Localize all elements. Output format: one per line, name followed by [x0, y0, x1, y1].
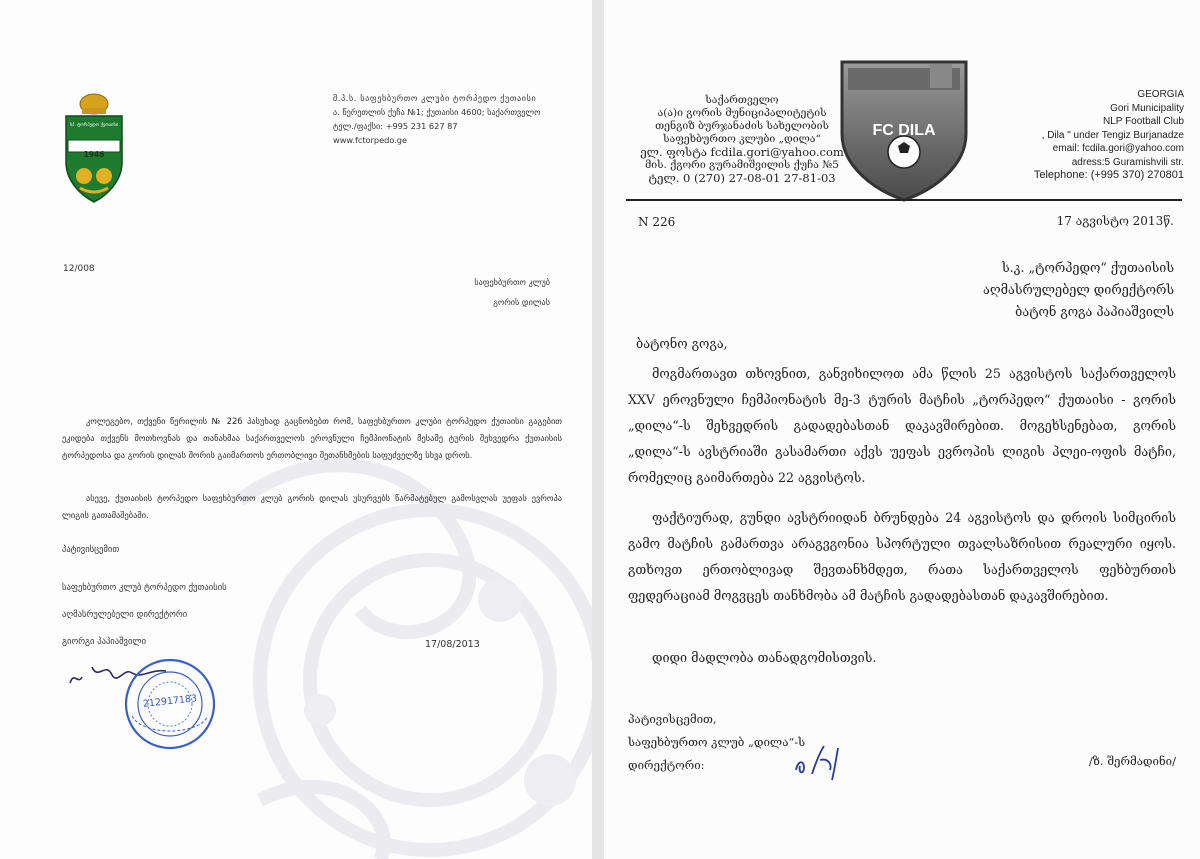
director-signature — [790, 740, 852, 782]
body-paragraph: დიდი მადლობა თანადგომისთვის. — [652, 650, 877, 665]
letter-date: 17 აგვისტო 2013წ. — [1056, 214, 1174, 228]
signer-block — [62, 575, 322, 656]
header-email: ელ. ფოსტა fcdila.gori@yahoo.com — [640, 145, 844, 159]
dila-header-georgian — [622, 94, 862, 185]
signer-line: აღმასრულებელი დირექტორი — [62, 610, 188, 620]
recipient-line: საფეხბურთო კლუბ — [474, 277, 550, 287]
header-line: Gori Municipality — [1110, 102, 1184, 114]
header-line: საფეხბურთო კლუბი „დილა“ — [663, 133, 821, 145]
header-line: , Dila " under Tengiz Burjanadze — [1041, 129, 1184, 141]
recipient-line: გორის დილას — [493, 297, 550, 307]
crest-text: სპ. ტორპედო ქუთაისი — [69, 123, 119, 128]
header-phone: Telephone: (+995 370) 270801 — [1033, 169, 1184, 181]
header-line: ა. წერეთლის ქუჩა №1; ქუთაისი 4600; საქართველო — [333, 107, 541, 117]
body-paragraph: მოგმართავთ თხოვნით, განვიხილოთ ამა წლის 25 აგვისტოს საქართველოს XXV ეროვნული ჩემპიონატის მე-3 ტურის მატჩის „ტორპედო“ ქუთაისი - გორის „დილა“-ს შეხვედრის გადადებასთან დაკავშირებით. მოგეხსენებათ, გორის „დილა“-ს ავსტრიაში გასამართი აქვს უეფას ევროპის ლიგის პლეი-ოფის მატჩი, რომელიც გაიმართება 22 აგვისტოს. — [628, 366, 1176, 485]
body-paragraph: კოლეგებო, თქვენი წერილის № 226 პასუხად გაცნობებთ რომ, საფეხბურთო კლუბი ტორპედო ქუთაისი გაგებით ეკიდება თქვენს მოთხოვნას და თანახმაა საქართველოს ეროვნული ჩემპიონატის მესამე ტურის შეხვედრა ქუთაისის ტორპედოსა და გორის დილას შორის გაიმართოს ერთობლივი შეთანხმების საფუძველზე სხვა დროს. — [62, 416, 562, 460]
torpedo-letter — [0, 0, 592, 859]
salutation: ბატონო გოგა, — [636, 336, 728, 351]
page-gutter — [592, 0, 604, 859]
ref-number: 12/008 — [63, 264, 95, 274]
ref-number: N 226 — [638, 215, 676, 229]
closing-line: პატივისცემით, — [628, 712, 717, 726]
signer-name: /ზ. შერმადინი/ — [1088, 754, 1176, 768]
closing-line: დირექტორი: — [628, 758, 705, 772]
recipient-block — [430, 272, 550, 312]
letter-date: 17/08/2013 — [425, 639, 480, 650]
header-rule — [626, 199, 1182, 201]
header-line: ტელ./ფაქსი: +995 231 627 87 — [333, 121, 458, 131]
body-paragraph: ფაქტიურად, გუნდი ავსტრიიდან ბრუნდება 24 აგვისტოს და დროის სიმცირის გამო მატჩის გამართვა არაგვგონია სპორტული თვალსაზრისით რეალური იყოს. გთხოვთ ერთობლივად შევთანხმდეთ, რათა საქართველოს ფეხბურთის ფედერაციამ მოგვცეს თანხმობა ამ მატჩის გადადებასთან დაკავშირებით. — [628, 510, 1176, 603]
dila-letter — [604, 0, 1200, 859]
header-line: ა(ა)ი გორის მუნიციპალიტეტის — [657, 107, 827, 119]
header-line: შ.პ.ს. საფეხბურთო კლუბი ტორპედო ქუთაისი — [333, 93, 537, 103]
signer-line: გიორგი პაპიაშვილი — [62, 637, 147, 647]
recipient-line: ს.კ. „ტორპედო“ ქუთაისის — [1002, 260, 1174, 275]
header-line: GEORGIA — [1137, 89, 1184, 100]
recipient-line: აღმასრულებელ დირექტორს — [983, 282, 1174, 297]
header-line: საქართველო — [705, 94, 779, 106]
header-phone: ტელ. 0 (270) 27-08-01 27-81-03 — [648, 171, 836, 185]
closing: პატივისცემით — [62, 545, 120, 555]
stamp-number: 212917183 — [142, 693, 198, 710]
closing-line: საფეხბურთო კლუბ „დილა“-ს — [628, 735, 806, 749]
crest-year: 1946 — [83, 150, 105, 159]
logo-text: FC DILA — [872, 122, 936, 139]
signer-line: საფეხბურთო კლუბ ტორპედო ქუთაისის — [62, 583, 227, 593]
header-line: მის. ქგორი გურამიშვილის ქუჩა №5 — [645, 159, 839, 171]
header-line: adress:5 Guramishvili str. — [1071, 156, 1184, 168]
header-line: NLP Football Club — [1103, 116, 1184, 127]
torpedo-crest-logo — [62, 92, 126, 204]
header-website: www.fctorpedo.ge — [333, 135, 408, 145]
dila-header-english — [944, 88, 1184, 183]
header-email: email: fcdila.gori@yahoo.com — [1052, 143, 1184, 154]
body-paragraph: ასევე, ქუთაისის ტორპედო საფეხბურთო კლუბ გორის დილას უსურვებს წარმატებულ გამოსვლას უეფას ევროპა ლიგის გათამაშებაში. — [62, 493, 562, 520]
torpedo-header — [333, 91, 573, 147]
header-line: თენგიზ ბურჯანაძის სახელობის — [655, 120, 829, 132]
recipient-line: ბატონ გოგა პაპიაშვილს — [1015, 304, 1174, 319]
recipient-block — [884, 257, 1174, 323]
